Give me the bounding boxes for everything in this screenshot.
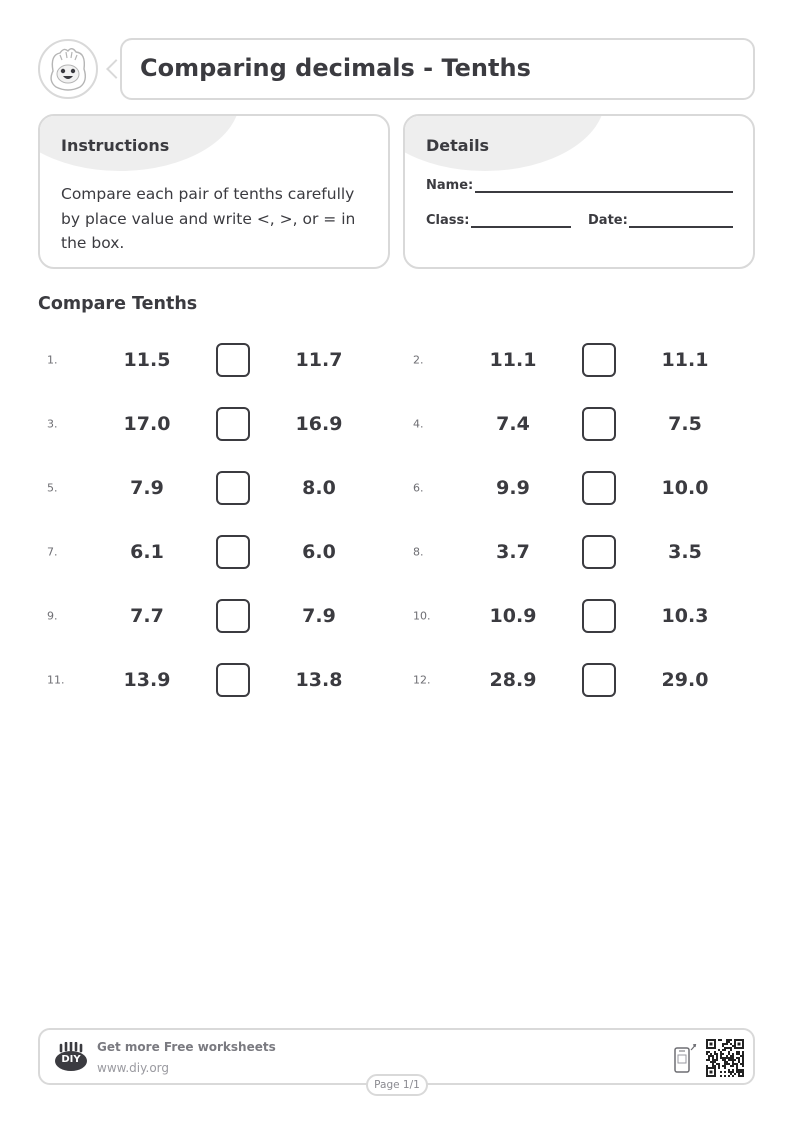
- answer-box[interactable]: [216, 663, 250, 697]
- instructions-title: Instructions: [61, 136, 170, 155]
- problem-number: 10.: [413, 609, 431, 623]
- answer-box[interactable]: [216, 471, 250, 505]
- answer-box[interactable]: [582, 663, 616, 697]
- footer-promo: Get more Free worksheets: [97, 1040, 276, 1054]
- class-field[interactable]: [471, 226, 571, 228]
- details-title: Details: [426, 136, 490, 155]
- right-value: 6.0: [302, 541, 336, 563]
- problem-number: 2.: [413, 353, 424, 367]
- details-card: [403, 114, 755, 269]
- right-value: 7.9: [302, 605, 336, 627]
- left-value: 28.9: [489, 669, 537, 691]
- instructions-text: Compare each pair of tenths carefully by place value and write <, >, or = in the box.: [61, 185, 356, 252]
- phone-scan-icon: [673, 1044, 697, 1078]
- left-value: 17.0: [123, 413, 171, 435]
- problem-number: 9.: [47, 609, 58, 623]
- page-title: Comparing decimals - Tenths: [140, 54, 531, 82]
- right-value: 8.0: [302, 477, 336, 499]
- answer-box[interactable]: [582, 471, 616, 505]
- problem-number: 8.: [413, 545, 424, 559]
- qr-code-icon: [706, 1039, 744, 1077]
- problem-number: 5.: [47, 481, 58, 495]
- right-value: 7.5: [668, 413, 702, 435]
- answer-box[interactable]: [582, 343, 616, 377]
- answer-box[interactable]: [582, 599, 616, 633]
- mascot-icon: [38, 39, 98, 99]
- right-value: 13.8: [295, 669, 343, 691]
- diy-logo-icon: [54, 1042, 88, 1072]
- left-value: 13.9: [123, 669, 171, 691]
- left-value: 11.1: [489, 349, 537, 371]
- left-value: 11.5: [123, 349, 171, 371]
- answer-box[interactable]: [216, 599, 250, 633]
- right-value: 11.1: [661, 349, 709, 371]
- left-value: 7.9: [130, 477, 164, 499]
- left-value: 10.9: [489, 605, 537, 627]
- right-value: 29.0: [661, 669, 709, 691]
- answer-box[interactable]: [582, 407, 616, 441]
- left-value: 7.4: [496, 413, 530, 435]
- left-value: 7.7: [130, 605, 164, 627]
- problem-number: 3.: [47, 417, 58, 431]
- problem-number: 6.: [413, 481, 424, 495]
- right-value: 3.5: [668, 541, 702, 563]
- right-value: 10.0: [661, 477, 709, 499]
- title-box: [120, 38, 755, 100]
- problem-number: 4.: [413, 417, 424, 431]
- left-value: 6.1: [130, 541, 164, 563]
- left-value: 9.9: [496, 477, 530, 499]
- answer-box[interactable]: [216, 343, 250, 377]
- logo-text: DIY: [61, 1054, 81, 1065]
- class-label: Class:: [426, 213, 470, 228]
- problem-number: 7.: [47, 545, 58, 559]
- answer-box[interactable]: [582, 535, 616, 569]
- name-label: Name:: [426, 178, 474, 193]
- problem-number: 12.: [413, 673, 431, 687]
- right-value: 11.7: [295, 349, 343, 371]
- answer-box[interactable]: [216, 535, 250, 569]
- problem-number: 11.: [47, 673, 65, 687]
- footer-url[interactable]: www.diy.org: [97, 1061, 169, 1075]
- date-field[interactable]: [629, 226, 733, 228]
- section-title: Compare Tenths: [38, 294, 198, 314]
- right-value: 16.9: [295, 413, 343, 435]
- name-field[interactable]: [475, 191, 733, 193]
- problem-number: 1.: [47, 353, 58, 367]
- page-indicator: Page 1/1: [366, 1074, 428, 1096]
- answer-box[interactable]: [216, 407, 250, 441]
- instructions-card: [38, 114, 390, 269]
- date-label: Date:: [588, 213, 628, 228]
- left-value: 3.7: [496, 541, 530, 563]
- right-value: 10.3: [661, 605, 709, 627]
